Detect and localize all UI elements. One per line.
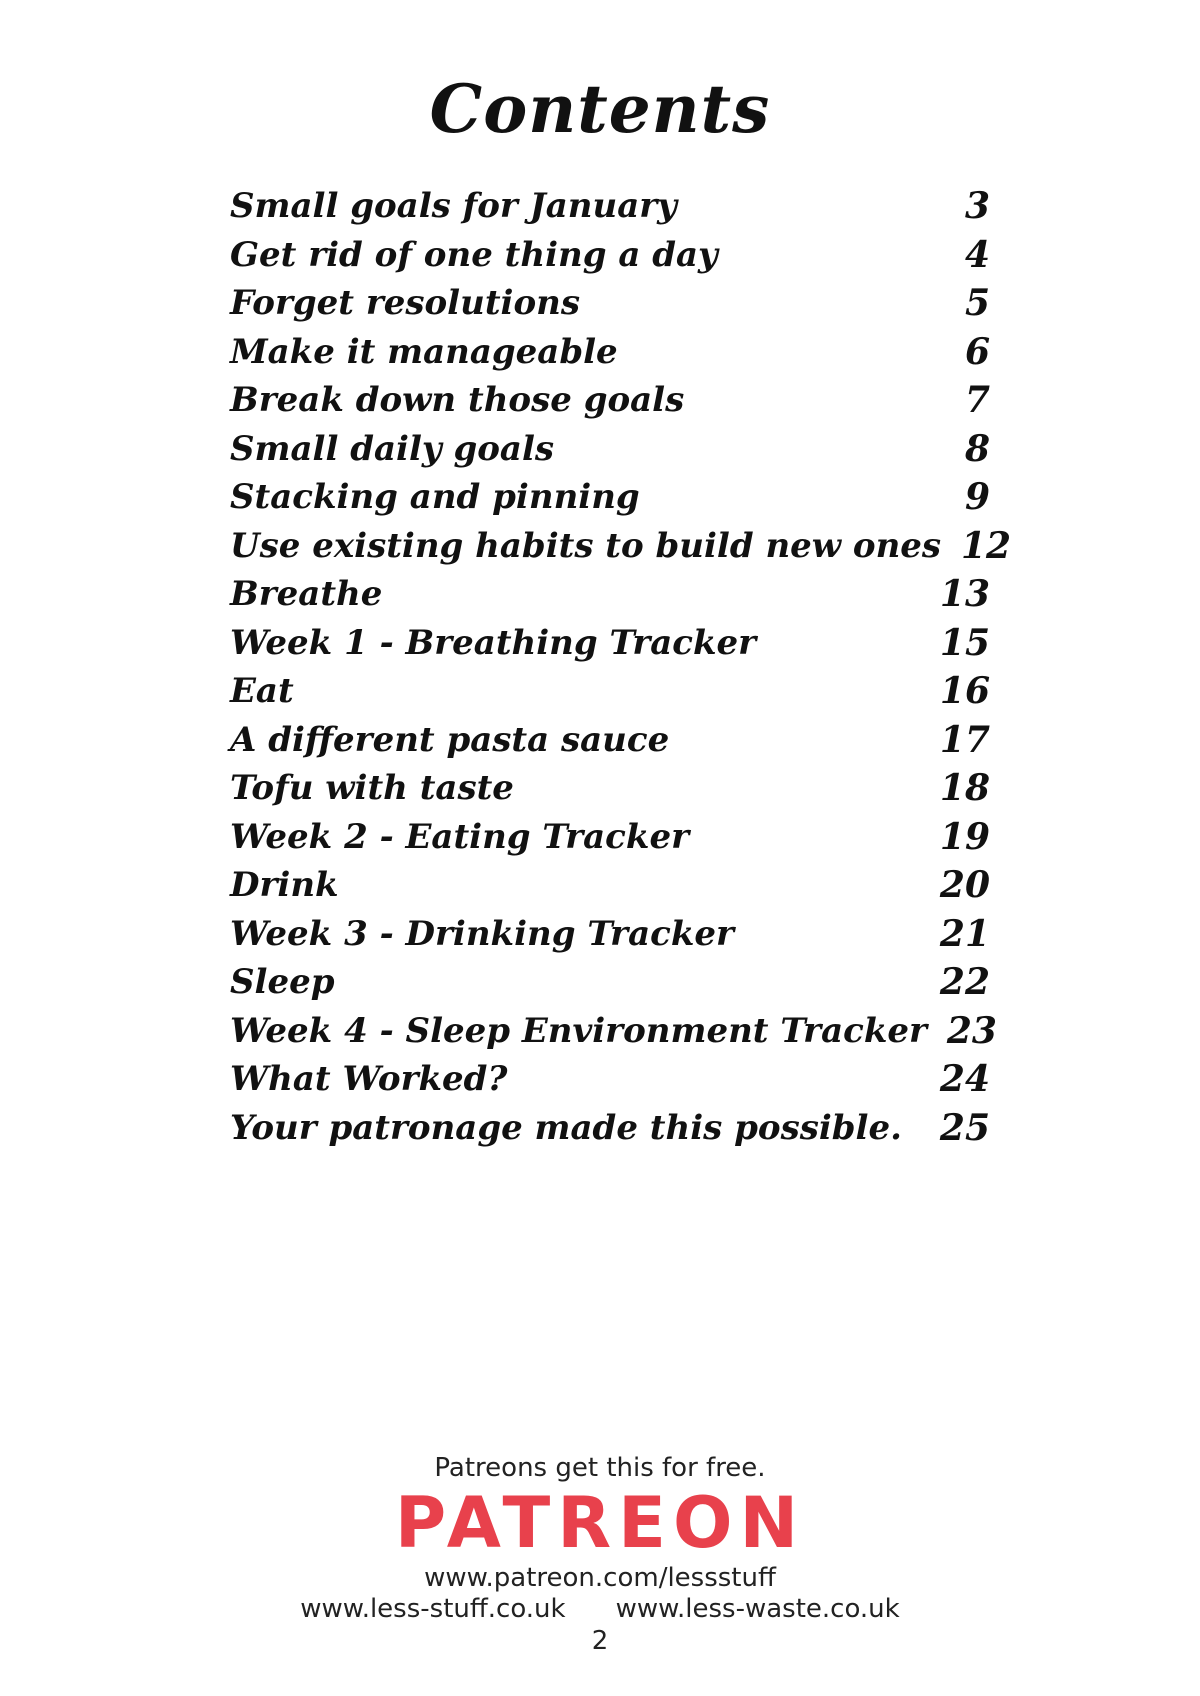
toc-entry-page: 23 (946, 1009, 997, 1052)
toc-entry[interactable] (230, 1055, 990, 1104)
table-of-contents (230, 182, 1012, 1152)
patreon-logo: PATREON (394, 1482, 806, 1564)
toc-entry[interactable] (230, 328, 990, 377)
toc-entry-label: Small daily goals (230, 428, 554, 469)
toc-entry-page: 20 (939, 864, 990, 907)
toc-entry[interactable] (230, 764, 990, 813)
toc-entry-page: 5 (964, 282, 990, 325)
toc-entry-page: 15 (939, 621, 990, 664)
toc-entry-label: Week 1 - Breathing Tracker (230, 622, 757, 663)
toc-entry[interactable] (230, 182, 990, 231)
toc-entry[interactable] (230, 716, 990, 765)
page-title: Contents (429, 70, 771, 148)
toc-entry[interactable] (230, 231, 990, 280)
footer-note: Patreons get this for free. (434, 1453, 766, 1483)
toc-entry-label: Week 3 - Drinking Tracker (230, 913, 734, 954)
toc-entry-label: Breathe (230, 574, 383, 615)
toc-entry-page: 8 (964, 427, 990, 470)
toc-entry-label: Small goals for January (230, 186, 677, 227)
toc-entry-page: 19 (939, 815, 990, 858)
toc-entry-label: Get rid of one thing a day (230, 234, 718, 275)
toc-entry-label: Forget resolutions (230, 283, 580, 324)
toc-entry[interactable] (230, 910, 990, 959)
toc-entry-page: 7 (964, 379, 990, 422)
toc-entry-label: Week 2 - Eating Tracker (230, 816, 689, 857)
toc-entry-page: 21 (939, 912, 990, 955)
toc-entry[interactable] (230, 473, 990, 522)
toc-entry[interactable] (230, 619, 990, 668)
toc-entry-page: 22 (939, 961, 990, 1004)
toc-entry[interactable] (230, 279, 990, 328)
toc-entry-label: Eat (230, 671, 294, 712)
toc-entry-page: 25 (939, 1106, 990, 1149)
toc-entry-page: 3 (964, 185, 990, 228)
toc-entry-label: Week 4 - Sleep Environment Tracker (230, 1010, 927, 1051)
toc-entry-page: 24 (939, 1058, 990, 1101)
toc-entry-label: Drink (230, 865, 339, 906)
toc-entry-label: Use existing habits to build new ones (230, 525, 942, 566)
toc-entry-page: 12 (960, 524, 1012, 567)
page-number: 2 (591, 1626, 609, 1656)
toc-entry[interactable] (230, 425, 990, 474)
toc-entry-page: 9 (964, 476, 990, 519)
toc-entry[interactable] (230, 1104, 990, 1153)
toc-entry-label: Stacking and pinning (230, 477, 640, 518)
patreon-link[interactable]: www.patreon.com/lessstuff (424, 1563, 776, 1593)
toc-entry-label: Sleep (230, 962, 335, 1003)
toc-entry[interactable] (230, 376, 990, 425)
toc-entry-page: 18 (939, 767, 990, 810)
toc-entry-label: Make it manageable (230, 331, 618, 372)
toc-entry-label: Tofu with taste (230, 768, 514, 809)
toc-entry[interactable] (230, 522, 1012, 571)
toc-entry-page: 16 (939, 670, 990, 713)
toc-entry-page: 6 (964, 330, 990, 373)
less-stuff-link[interactable]: www.less-stuff.co.uk (300, 1594, 566, 1624)
toc-entry-label: What Worked? (230, 1059, 508, 1100)
toc-entry[interactable] (230, 958, 990, 1007)
toc-entry[interactable] (230, 1007, 997, 1056)
toc-entry-page: 4 (964, 233, 990, 276)
toc-entry-page: 13 (939, 573, 990, 616)
toc-entry[interactable] (230, 813, 990, 862)
toc-entry[interactable] (230, 570, 990, 619)
toc-entry-page: 17 (939, 718, 990, 761)
less-waste-link[interactable]: www.less-waste.co.uk (615, 1594, 900, 1624)
toc-entry-label: Your patronage made this possible. (230, 1107, 902, 1148)
toc-entry[interactable] (230, 861, 990, 910)
toc-entry[interactable] (230, 667, 990, 716)
toc-entry-label: Break down those goals (230, 380, 685, 421)
website-links (0, 1594, 1200, 1624)
toc-entry-label: A different pasta sauce (230, 719, 670, 760)
